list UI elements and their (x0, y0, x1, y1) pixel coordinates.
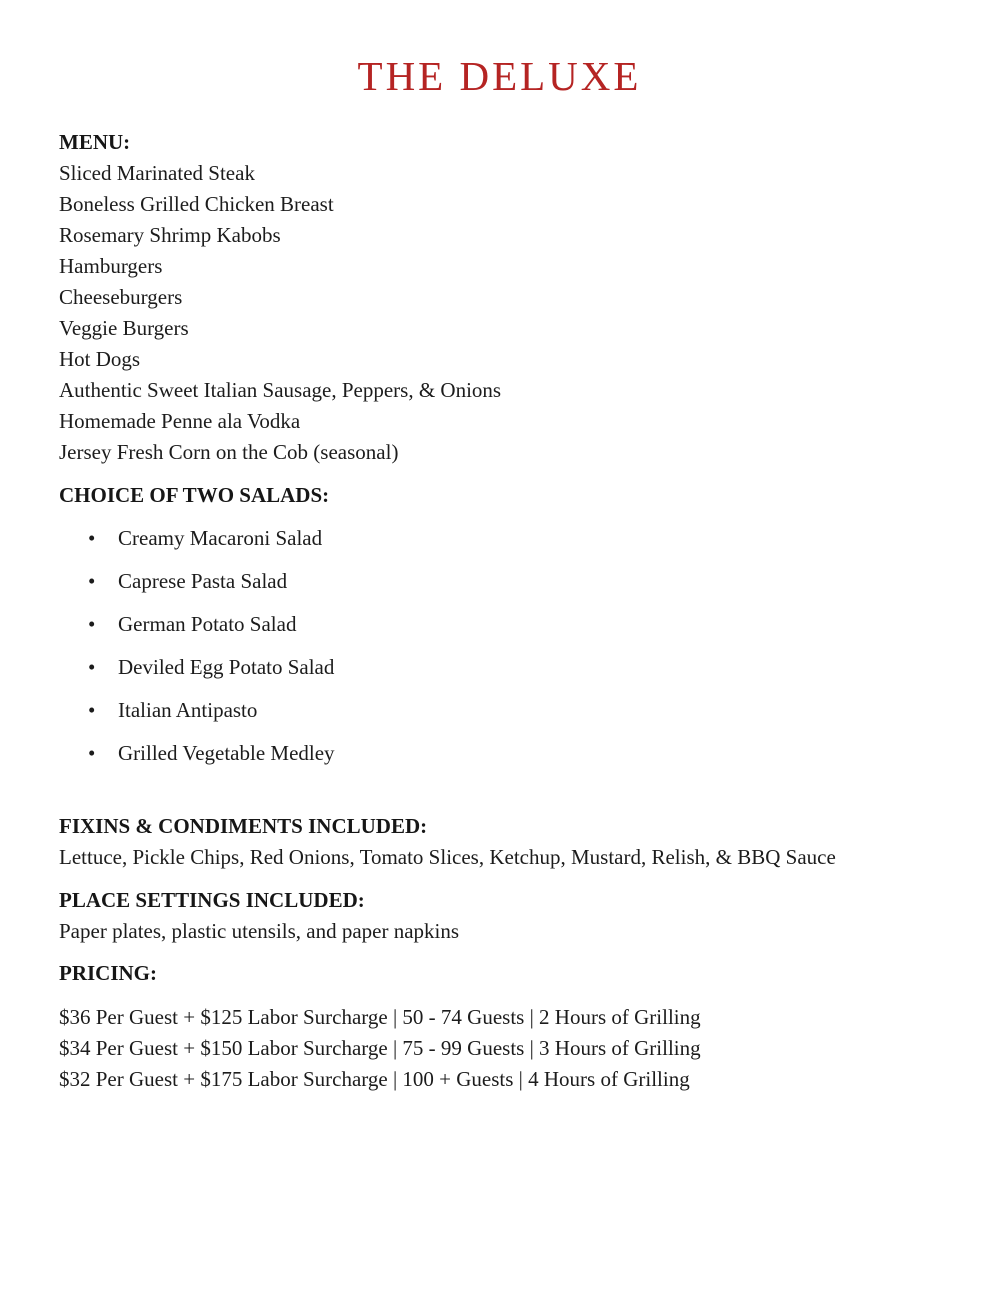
menu-section (59, 127, 940, 468)
menu-item: Jersey Fresh Corn on the Cob (seasonal) (59, 440, 399, 464)
salad-option (59, 609, 940, 640)
salads-section (59, 480, 940, 769)
salads-heading: CHOICE OF TWO SALADS: (59, 483, 330, 507)
bullet-icon: • (88, 526, 96, 550)
menu-item-list (59, 158, 940, 468)
menu-item: Hot Dogs (59, 347, 141, 371)
pricing-line: $36 Per Guest + $125 Labor Surcharge | 50 - 74 Guests | 2 Hours of Grilling (59, 1005, 701, 1029)
salad-option-label: Grilled Vegetable Medley (118, 741, 335, 765)
salad-option (59, 738, 940, 769)
bullet-icon: • (88, 569, 96, 593)
menu-item: Rosemary Shrimp Kabobs (59, 223, 281, 247)
place-settings-section (59, 885, 940, 947)
menu-item: Boneless Grilled Chicken Breast (59, 192, 334, 216)
pricing-line: $34 Per Guest + $150 Labor Surcharge | 75 - 99 Guests | 3 Hours of Grilling (59, 1036, 701, 1060)
menu-item: Hamburgers (59, 254, 163, 278)
salad-option-label: Deviled Egg Potato Salad (118, 655, 335, 679)
pricing-line: $32 Per Guest + $175 Labor Surcharge | 100 + Guests | 4 Hours of Grilling (59, 1067, 690, 1091)
menu-heading: MENU: (59, 130, 131, 154)
bullet-icon: • (88, 655, 96, 679)
place-settings-heading: PLACE SETTINGS INCLUDED: (59, 888, 365, 912)
bullet-icon: • (88, 741, 96, 765)
menu-item: Cheeseburgers (59, 285, 183, 309)
fixins-section (59, 811, 940, 873)
bullet-icon: • (88, 612, 96, 636)
fixins-text: Lettuce, Pickle Chips, Red Onions, Tomato Slices, Ketchup, Mustard, Relish, & BBQ Sauce (59, 845, 836, 869)
menu-item: Homemade Penne ala Vodka (59, 409, 301, 433)
salad-option-label: Caprese Pasta Salad (118, 569, 288, 593)
salad-option-list (59, 523, 940, 769)
salad-option-label: Italian Antipasto (118, 698, 258, 722)
pricing-section (59, 958, 940, 1095)
menu-item: Veggie Burgers (59, 316, 189, 340)
fixins-heading: FIXINS & CONDIMENTS INCLUDED: (59, 814, 428, 838)
salad-option (59, 566, 940, 597)
salad-option (59, 652, 940, 683)
page-title: THE DELUXE (357, 53, 642, 99)
salad-option (59, 523, 940, 554)
salad-option-label: Creamy Macaroni Salad (118, 526, 323, 550)
salad-option (59, 695, 940, 726)
bullet-icon: • (88, 698, 96, 722)
salad-option-label: German Potato Salad (118, 612, 297, 636)
pricing-line-list (59, 1002, 940, 1095)
place-settings-text: Paper plates, plastic utensils, and paper napkins (59, 919, 460, 943)
pricing-heading: PRICING: (59, 961, 157, 985)
menu-item: Sliced Marinated Steak (59, 161, 255, 185)
menu-item: Authentic Sweet Italian Sausage, Peppers, & Onions (59, 378, 502, 402)
